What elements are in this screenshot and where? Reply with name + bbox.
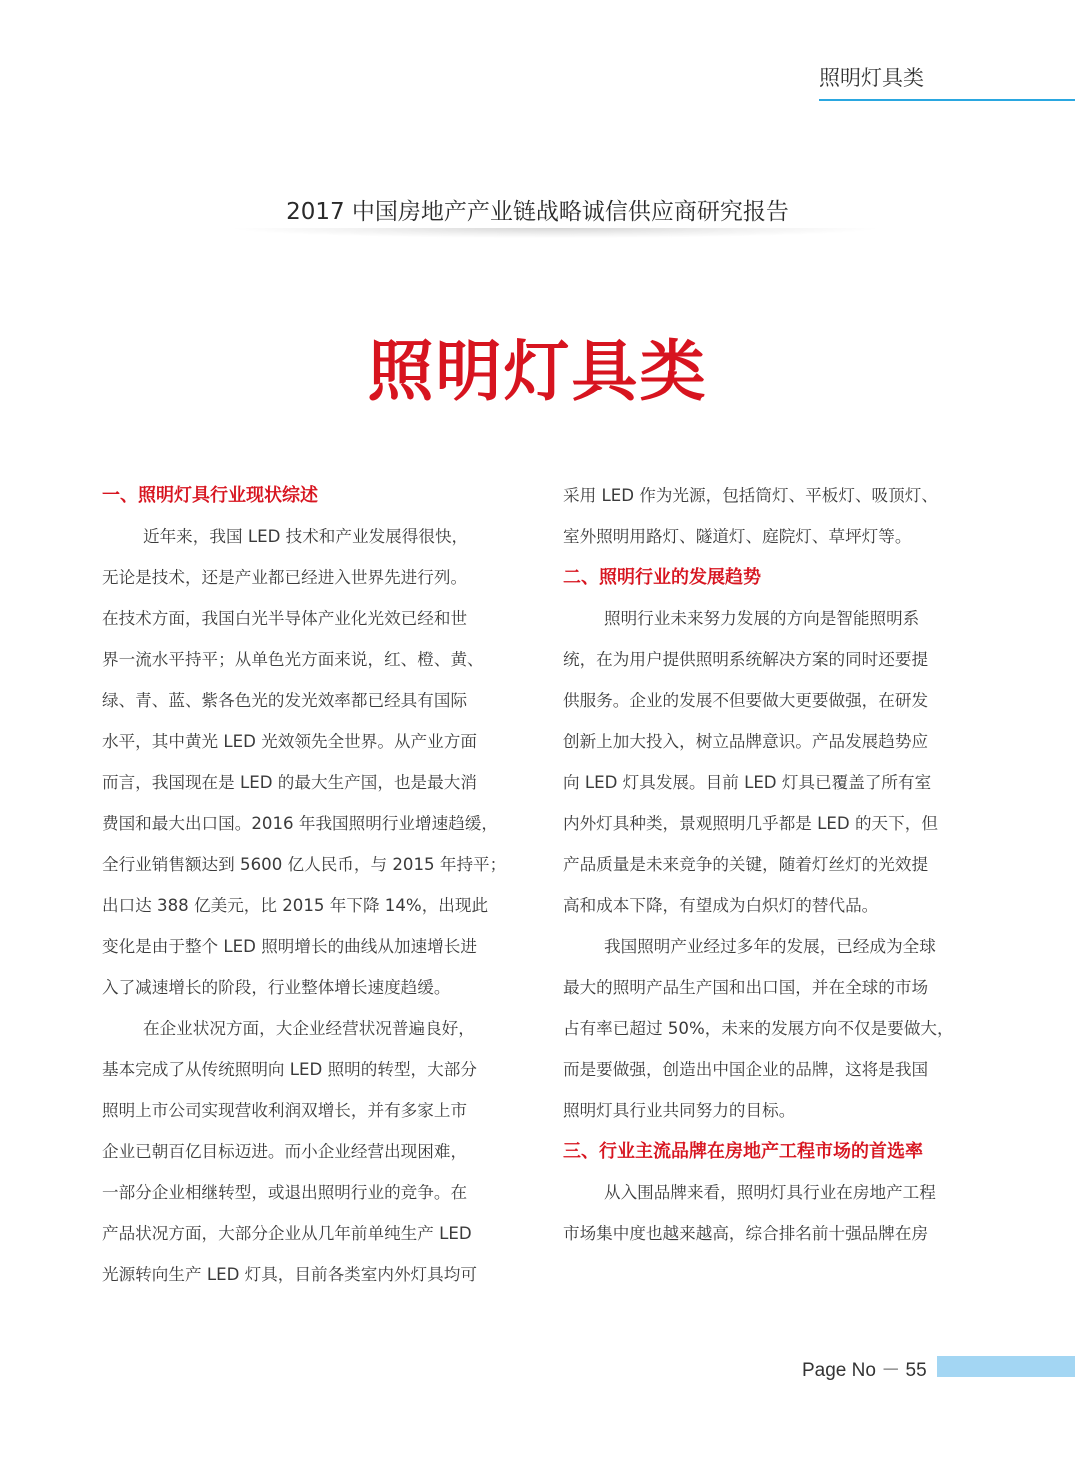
text-line: 占有率已超过 50%，未来的发展方向不仅是要做大，	[563, 1019, 954, 1038]
text-line: 全行业销售额达到 5600 亿人民币，与 2015 年持平；	[102, 855, 507, 874]
text-line: 水平，其中黄光 LED 光效领先全世界。从产业方面	[102, 732, 477, 751]
text-line: 我国照明产业经过多年的发展，已经成为全球	[604, 937, 936, 956]
text-line: 室外照明用路灯、隧道灯、庭院灯、草坪灯等。	[563, 527, 912, 546]
section-heading-3: 三、行业主流品牌在房地产工程市场的首选率	[563, 1141, 923, 1162]
text-line: 创新上加大投入，树立品牌意识。产品发展趋势应	[563, 732, 929, 751]
text-line: 无论是技术，还是产业都已经进入世界先进行列。	[102, 568, 468, 587]
text-line: 高和成本下降，有望成为白炽灯的替代品。	[563, 896, 879, 915]
text-line: 照明上市公司实现营收利润双增长，并有多家上市	[102, 1101, 468, 1120]
text-line: 企业已朝百亿目标迈进。而小企业经营出现困难，	[102, 1142, 468, 1161]
text-line: 费国和最大出口国。2016 年我国照明行业增速趋缓，	[102, 814, 498, 833]
text-line: 市场集中度也越来越高，综合排名前十强品牌在房	[563, 1224, 929, 1243]
paragraph-5	[563, 1177, 978, 1259]
header-rule	[819, 99, 1075, 101]
text-line: 基本完成了从传统照明向 LED 照明的转型，大部分	[102, 1060, 477, 1079]
section-heading-2: 二、照明行业的发展趋势	[563, 567, 761, 588]
text-line: 照明灯具行业共同努力的目标。	[563, 1101, 796, 1120]
text-line: 照明行业未来努力发展的方向是智能照明系	[604, 609, 920, 628]
text-line: 一部分企业相继转型，或退出照明行业的竞争。在	[102, 1183, 468, 1202]
text-line: 产品状况方面，大部分企业从几年前单纯生产 LED	[102, 1224, 472, 1243]
page-number: Page No － 55	[802, 1360, 927, 1381]
text-line: 界一流水平持平；从单色光方面来说，红、橙、黄、	[102, 650, 484, 669]
text-line: 在技术方面，我国白光半导体产业化光效已经和世	[102, 609, 468, 628]
text-line: 光源转向生产 LED 灯具，目前各类室内外灯具均可	[102, 1265, 477, 1284]
text-line: 从入围品牌来看，照明灯具行业在房地产工程	[604, 1183, 936, 1202]
text-line: 而是要做强，创造出中国企业的品牌，这将是我国	[563, 1060, 929, 1079]
text-line: 变化是由于整个 LED 照明增长的曲线从加速增长进	[102, 937, 477, 956]
text-line: 而言，我国现在是 LED 的最大生产国，也是最大消	[102, 773, 477, 792]
text-line: 向 LED 灯具发展。目前 LED 灯具已覆盖了所有室	[563, 773, 932, 792]
paragraph-3	[563, 603, 978, 931]
text-line: 产品质量是未来竞争的关键，随着灯丝灯的光效提	[563, 855, 929, 874]
section-heading-1: 一、照明灯具行业现状综述	[102, 485, 318, 506]
text-line: 内外灯具种类，景观照明几乎都是 LED 的天下，但	[563, 814, 938, 833]
page-number-bar	[937, 1356, 1075, 1377]
text-line: 出口达 388 亿美元，比 2015 年下降 14%，出现此	[102, 896, 489, 915]
paragraph-2-continued	[563, 480, 978, 562]
text-line: 近年来，我国 LED 技术和产业发展得很快，	[143, 527, 469, 546]
text-line: 最大的照明产品生产国和出口国，并在全球的市场	[563, 978, 929, 997]
page-title: 照明灯具类	[367, 332, 708, 410]
right-column	[563, 480, 978, 1259]
text-line: 供服务。企业的发展不但要做大更要做强，在研发	[563, 691, 929, 710]
left-column	[102, 480, 517, 1300]
text-line: 入了减速增长的阶段，行业整体增长速度趋缓。	[102, 978, 451, 997]
text-line: 绿、青、蓝、紫各色光的发光效率都已经具有国际	[102, 691, 468, 710]
text-line: 在企业状况方面，大企业经营状况普遍良好，	[143, 1019, 475, 1038]
report-title: 2017 中国房地产产业链战略诚信供应商研究报告	[286, 199, 789, 225]
text-line: 统，在为用户提供照明系统解决方案的同时还要提	[563, 650, 929, 669]
title-shadow-divider	[235, 228, 875, 238]
text-line: 采用 LED 作为光源，包括筒灯、平板灯、吸顶灯、	[563, 486, 938, 505]
header-category: 照明灯具类	[819, 66, 924, 90]
paragraph-1	[102, 521, 517, 1013]
paragraph-2	[102, 1013, 517, 1300]
paragraph-4	[563, 931, 978, 1136]
